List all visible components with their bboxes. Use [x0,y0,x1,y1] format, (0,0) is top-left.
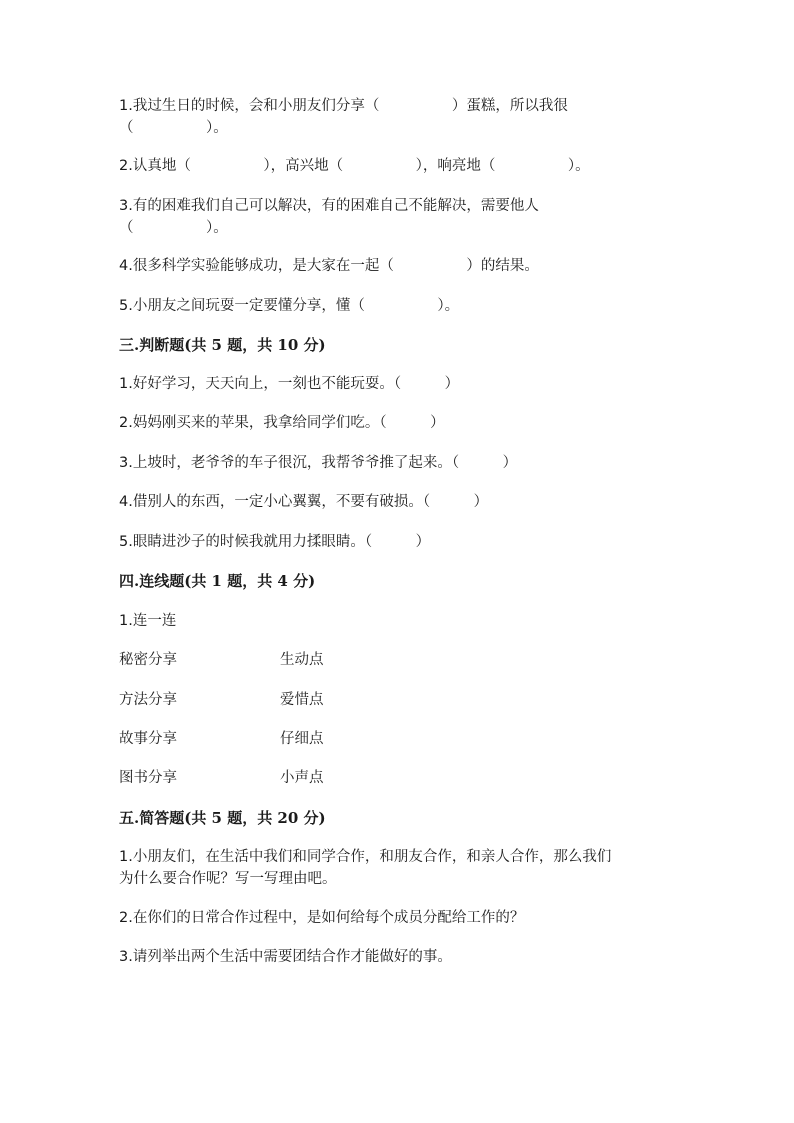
section-heading-short-answer: 五.简答题(共 5 题，共 20 分) [119,809,326,827]
section-heading-matching: 四.连线题(共 1 题，共 4 分) [119,572,316,590]
matching-left-item: 方法分享 [119,692,177,708]
matching-right-item: 仔细点 [280,731,324,747]
judge-q5: 5.眼睛进沙子的时候我就用力揉眼睛。（ ） [119,534,431,550]
matching-left-item: 故事分享 [119,731,177,747]
judge-q4: 4.借别人的东西，一定小心翼翼，不要有破损。（ ） [119,494,489,510]
matching-q1: 1.连一连 [119,613,177,629]
matching-left-item: 秘密分享 [119,652,177,668]
matching-left-item: 图书分享 [119,770,177,786]
section-heading-judge: 三.判断题(共 5 题，共 10 分) [119,336,326,354]
fill-blank-q5: 5.小朋友之间玩耍一定要懂分享，懂（ ）。 [119,298,460,314]
judge-q3: 3.上坡时，老爷爷的车子很沉，我帮爷爷推了起来。（ ） [119,455,518,471]
matching-right-item: 爱惜点 [280,692,324,708]
short-answer-q2: 2.在你们的日常合作过程中，是如何给每个成员分配给工作的？ [119,910,525,926]
judge-q1: 1.好好学习，天天向上，一刻也不能玩耍。（ ） [119,376,460,392]
fill-blank-q2: 2.认真地（ ），高兴地（ ），响亮地（ ）。 [119,158,590,174]
short-answer-q1-line2: 为什么要合作呢？写一写理由吧。 [119,871,337,887]
judge-q2: 2.妈妈刚买来的苹果，我拿给同学们吃。（ ） [119,415,445,431]
fill-blank-q3-line1: 3.有的困难我们自己可以解决，有的困难自己不能解决，需要他人 [119,198,539,214]
short-answer-q3: 3.请列举出两个生活中需要团结合作才能做好的事。 [119,949,452,965]
matching-right-item: 小声点 [280,770,324,786]
fill-blank-q4: 4.很多科学实验能够成功，是大家在一起（ ）的结果。 [119,258,539,274]
short-answer-q1-line1: 1.小朋友们，在生活中我们和同学合作，和朋友合作，和亲人合作，那么我们 [119,849,612,865]
fill-blank-q1-line2: （ ）。 [119,120,228,136]
fill-blank-q1-line1: 1.我过生日的时候，会和小朋友们分享（ ）蛋糕，所以我很 [119,98,568,114]
matching-right-item: 生动点 [280,652,324,668]
fill-blank-q3-line2: （ ）。 [119,220,228,236]
